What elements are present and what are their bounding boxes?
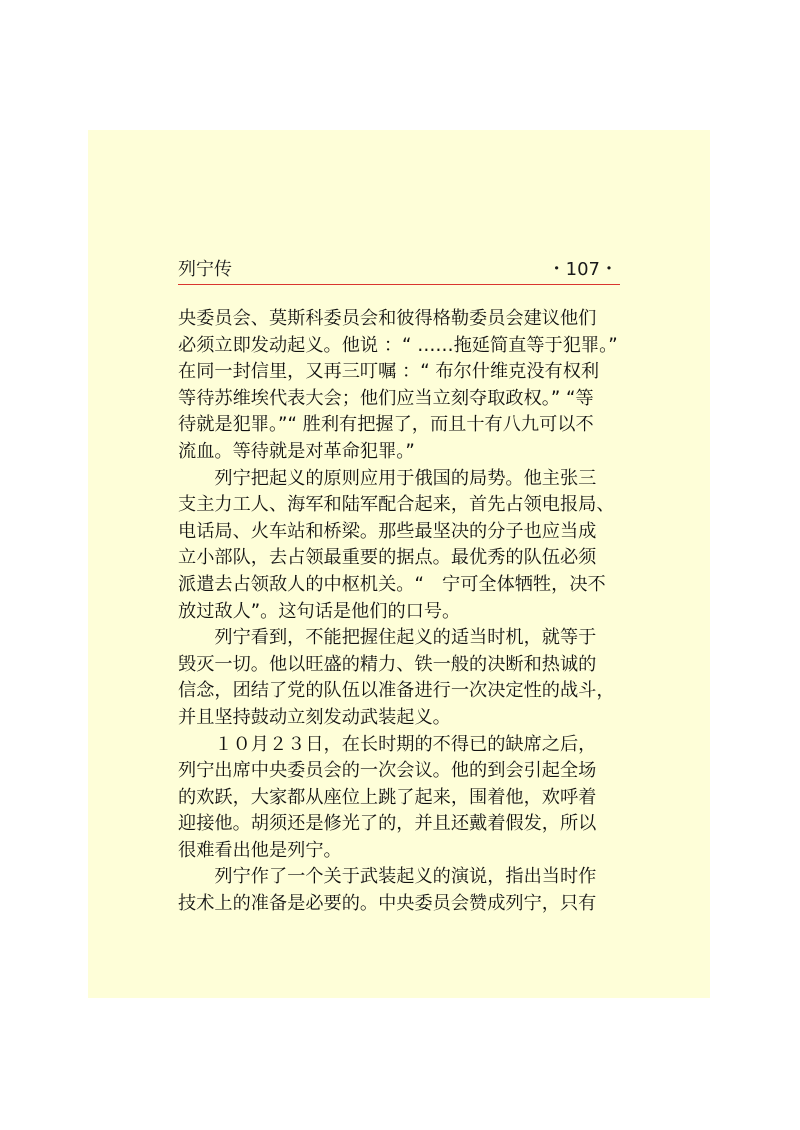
text-line: 很难看出他是列宁。 <box>178 839 342 861</box>
text-line: 列宁把起义的原则应用于俄国的局势。他主张三 <box>178 467 597 489</box>
text-line: １０月２３日，在长时期的不得已的缺席之后， <box>178 733 597 755</box>
text-line: 列宁出席中央委员会的一次会议。他的到会引起全场 <box>178 760 597 782</box>
text-line: 列宁作了一个关于武装起义的演说，指出当时作 <box>178 866 597 888</box>
text-line: 信念，团结了党的队伍以准备进行一次决定性的战斗， <box>178 680 615 702</box>
text-line: 毁灭一切。他以旺盛的精力、铁一般的决断和热诚的 <box>178 653 597 675</box>
body-text <box>178 306 626 918</box>
text-line: 放过敌人”。这句话是他们的口号。 <box>178 600 461 622</box>
text-line: 技术上的准备是必要的。中央委员会赞成列宁，只有 <box>178 893 597 915</box>
text-line: 并且坚持鼓动立刻发动武装起义。 <box>178 706 451 728</box>
text-line: 迎接他。胡须还是修光了的，并且还戴着假发，所以 <box>178 813 597 835</box>
book-title: 列宁传 <box>178 259 232 280</box>
running-header <box>178 258 620 285</box>
text-line: 列宁看到，不能把握住起义的适当时机，就等于 <box>178 627 597 649</box>
text-line: 支主力工人、海军和陆军配合起来，首先占领电报局、 <box>178 494 615 516</box>
text-line: 必须立即发动起义。他说 ：“ ……拖延简直等于犯罪。” <box>178 334 618 356</box>
text-line: 在同一封信里，又再三叮嘱 ：“ 布尔什维克没有权利 <box>178 361 600 383</box>
text-line: 待就是犯罪。”“ 胜利有把握了，而且十有八九可以不 <box>178 414 594 436</box>
text-line: 的欢跃，大家都从座位上跳了起来，围着他，欢呼着 <box>178 786 597 808</box>
text-line: 派遣去占领敌人的中枢机关。“ 宁可全体牺牲，决不 <box>178 573 606 595</box>
text-line: 立小部队，去占领最重要的据点。最优秀的队伍必须 <box>178 547 597 569</box>
text-line: 电话局、火车站和桥梁。那些最坚决的分子也应当成 <box>178 520 597 542</box>
text-line: 央委员会、莫斯科委员会和彼得格勒委员会建议他们 <box>178 308 597 329</box>
page-number: ・107・ <box>547 259 618 280</box>
text-line: 等待苏维埃代表大会；他们应当立刻夺取政权。” “等 <box>178 387 594 409</box>
text-line: 流血。等待就是对革命犯罪。” <box>178 440 415 462</box>
